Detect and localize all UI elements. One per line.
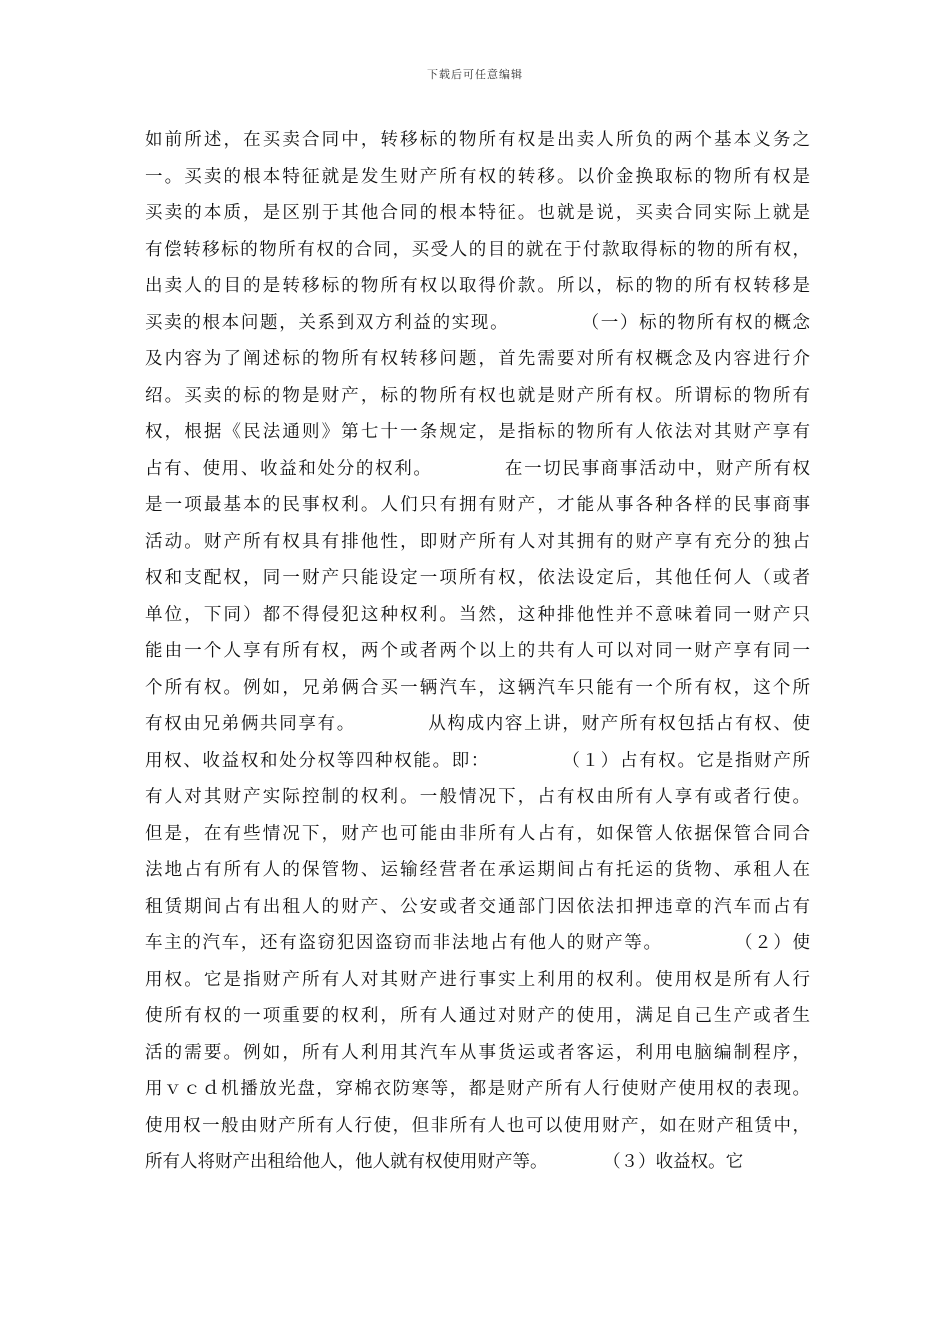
- body-line: 一。买卖的根本特征就是发生财产所有权的转移。以价金换取标的物所有权是: [145, 166, 810, 187]
- body-line: 占有、使用、收益和处分的权利。 在一切民事商事活动中，财产所有权: [145, 458, 810, 479]
- body-line: 车主的汽车，还有盗窃犯因盗窃而非法地占有他人的财产等。 （２）使: [145, 933, 810, 953]
- body-line: 所有人将财产出租给他人，他人就有权使用财产等。 （３）收益权。它: [145, 1152, 744, 1172]
- body-line: 用权。它是指财产所有人对其财产进行事实上利用的权利。使用权是所有人行: [145, 969, 810, 990]
- body-line: 能由一个人享有所有权，两个或者两个以上的共有人可以对同一财产享有同一: [145, 641, 810, 661]
- body-line: 有人对其财产实际控制的权利。一般情况下，占有权由所有人享有或者行使。: [145, 787, 810, 807]
- body-line: 活动。财产所有权具有排他性，即财产所有人对其拥有的财产享有充分的独占: [145, 531, 810, 552]
- body-line: 如前所述，在买卖合同中，转移标的物所有权是出卖人所负的两个基本义务之: [145, 130, 810, 150]
- body-line: 出卖人的目的是转移标的物所有权以取得价款。所以，标的物的所有权转移是: [145, 276, 810, 296]
- body-line: 买卖的本质，是区别于其他合同的根本特征。也就是说，买卖合同实际上就是: [145, 203, 810, 223]
- page-header: 下载后可任意编辑: [427, 68, 523, 81]
- body-line: 法地占有所有人的保管物、运输经营者在承运期间占有托运的货物、承租人在: [145, 860, 810, 880]
- body-line: 有偿转移标的物所有权的合同，买受人的目的就在于付款取得标的物的所有权，: [145, 239, 810, 260]
- body-line: 有权由兄弟俩共同享有。 从构成内容上讲，财产所有权包括占有权、使: [145, 714, 810, 734]
- body-line: 个所有权。例如，兄弟俩合买一辆汽车，这辆汽车只能有一个所有权，这个所: [145, 677, 810, 698]
- body-line: 活的需要。例如，所有人利用其汽车从事货运或者客运，利用电脑编制程序，: [145, 1042, 810, 1063]
- body-line: 及内容为了阐述标的物所有权转移问题，首先需要对所有权概念及内容进行介: [145, 349, 810, 369]
- body-line: 使所有权的一项重要的权利，所有人通过对财产的使用，满足自己生产或者生: [145, 1006, 810, 1026]
- body-line: 权和支配权，同一财产只能设定一项所有权，依法设定后，其他任何人（或者: [145, 568, 810, 588]
- body-line: 用权、收益权和处分权等四种权能。即： （１）占有权。它是指财产所: [145, 750, 810, 771]
- body-line: 是一项最基本的民事权利。人们只有拥有财产，才能从事各种各样的民事商事: [145, 495, 810, 515]
- body-line: 用ｖｃｄ机播放光盘，穿棉衣防寒等，都是财产所有人行使财产使用权的表现。: [145, 1079, 810, 1099]
- body-line: 使用权一般由财产所有人行使，但非所有人也可以使用财产，如在财产租赁中，: [145, 1115, 810, 1136]
- body-line: 绍。买卖的标的物是财产，标的物所有权也就是财产所有权。所谓标的物所有: [145, 385, 810, 406]
- body-line: 单位，下同）都不得侵犯这种权利。当然，这种排他性并不意味着同一财产只: [145, 604, 810, 625]
- document-body: [145, 122, 810, 1181]
- body-line: 买卖的根本问题，关系到双方利益的实现。 （一）标的物所有权的概念: [145, 312, 810, 333]
- body-line: 权，根据《民法通则》第七十一条规定，是指标的物所有人依法对其财产享有: [145, 422, 810, 442]
- body-line: 租赁期间占有出租人的财产、公安或者交通部门因依法扣押违章的汽车而占有: [145, 896, 810, 917]
- body-line: 但是，在有些情况下，财产也可能由非所有人占有，如保管人依据保管合同合: [145, 823, 810, 844]
